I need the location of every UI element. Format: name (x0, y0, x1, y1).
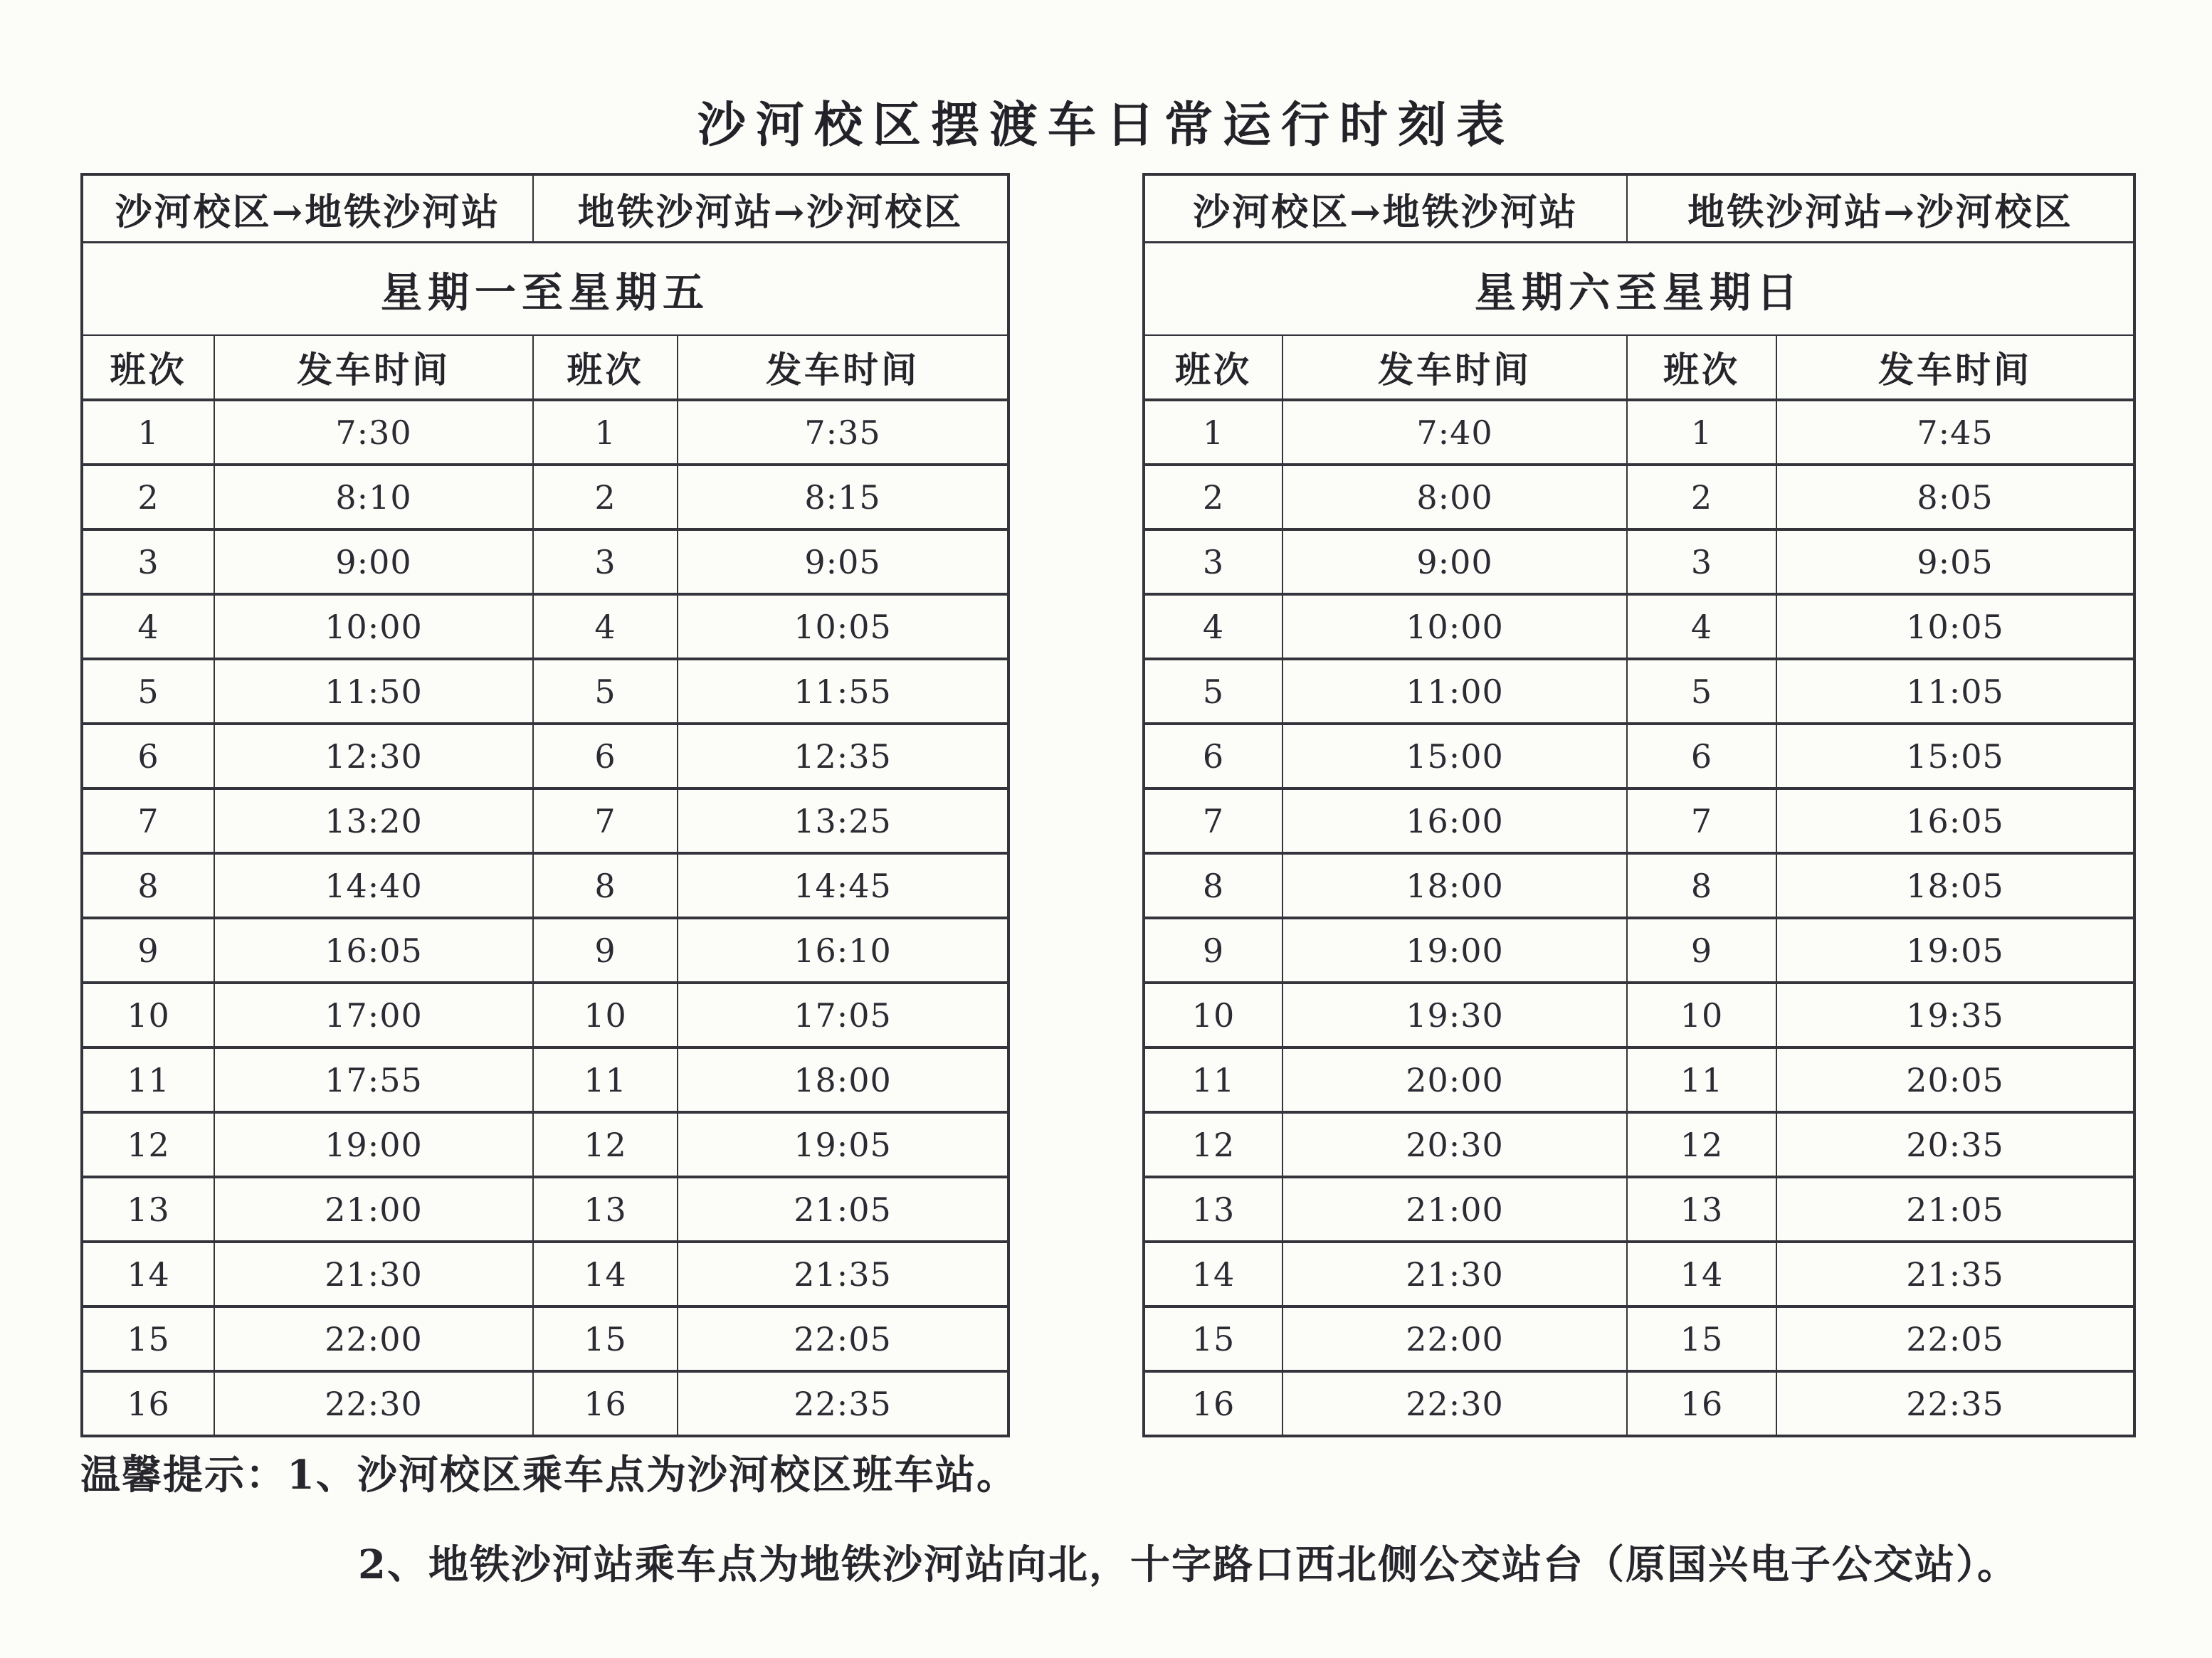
departure-time-cell: 16:10 (678, 918, 1008, 983)
table-row (1144, 1047, 2134, 1112)
trip-number-header: 班次 (1627, 335, 1776, 400)
departure-time-cell: 9:00 (214, 529, 533, 594)
trip-number-cell: 1 (533, 400, 678, 465)
departure-time-cell: 22:35 (1776, 1371, 2134, 1436)
trip-number-cell: 15 (533, 1306, 678, 1371)
departure-time-cell: 19:05 (678, 1112, 1008, 1177)
trip-number-cell: 8 (1627, 853, 1776, 918)
departure-time-cell: 19:05 (1776, 918, 2134, 983)
trip-number-cell: 14 (533, 1242, 678, 1306)
trip-number-cell: 1 (82, 400, 214, 465)
weekend-timetable (1142, 173, 2136, 1437)
trip-number-cell: 3 (533, 529, 678, 594)
trip-number-cell: 14 (82, 1242, 214, 1306)
column-header-row (82, 335, 1008, 400)
departure-time-cell: 21:30 (214, 1242, 533, 1306)
departure-time-cell: 8:15 (678, 465, 1008, 529)
trip-number-header: 班次 (1144, 335, 1283, 400)
trip-number-cell: 5 (1144, 659, 1283, 724)
table-row (82, 400, 1008, 465)
table-row (1144, 1177, 2134, 1242)
trip-number-cell: 7 (533, 788, 678, 853)
departure-time-cell: 11:50 (214, 659, 533, 724)
trip-number-cell: 16 (1144, 1371, 1283, 1436)
table-row (1144, 1112, 2134, 1177)
departure-time-cell: 17:55 (214, 1047, 533, 1112)
trip-number-cell: 14 (1144, 1242, 1283, 1306)
departure-time-cell: 7:45 (1776, 400, 2134, 465)
departure-time-cell: 14:40 (214, 853, 533, 918)
table-row (1144, 724, 2134, 788)
departure-time-cell: 7:30 (214, 400, 533, 465)
departure-time-cell: 21:35 (678, 1242, 1008, 1306)
trip-number-cell: 5 (1627, 659, 1776, 724)
table-row (1144, 594, 2134, 659)
table-row (1144, 1306, 2134, 1371)
note-line-2 (80, 1540, 2159, 1590)
trip-number-cell: 11 (533, 1047, 678, 1112)
trip-number-cell: 9 (1144, 918, 1283, 983)
trip-number-cell: 13 (1627, 1177, 1776, 1242)
table-row (1144, 465, 2134, 529)
note-item-1: 1、沙河校区乘车点为沙河校区班车站。 (287, 1452, 1018, 1499)
departure-time-cell: 8:05 (1776, 465, 2134, 529)
departure-time-cell: 16:00 (1283, 788, 1627, 853)
departure-time-cell: 21:00 (1283, 1177, 1627, 1242)
departure-time-cell: 19:00 (1283, 918, 1627, 983)
departure-time-cell: 13:25 (678, 788, 1008, 853)
trip-number-cell: 8 (533, 853, 678, 918)
departure-time-cell: 7:40 (1283, 400, 1627, 465)
table-row (82, 465, 1008, 529)
trip-number-cell: 13 (533, 1177, 678, 1242)
table-row (82, 1047, 1008, 1112)
direction-metro-to-campus: 地铁沙河站→沙河校区 (533, 174, 1008, 243)
direction-header-row (1144, 174, 2134, 243)
departure-time-cell: 21:00 (214, 1177, 533, 1242)
table-row (82, 1371, 1008, 1436)
departure-time-cell: 22:05 (1776, 1306, 2134, 1371)
trip-number-cell: 10 (533, 983, 678, 1047)
trip-number-cell: 11 (1627, 1047, 1776, 1112)
table-row (82, 724, 1008, 788)
table-row (1144, 853, 2134, 918)
departure-time-cell: 7:35 (678, 400, 1008, 465)
column-header-row (1144, 335, 2134, 400)
trip-number-cell: 9 (82, 918, 214, 983)
trip-number-cell: 10 (1627, 983, 1776, 1047)
trip-number-cell: 16 (82, 1371, 214, 1436)
trip-number-cell: 4 (1144, 594, 1283, 659)
period-header-row (82, 243, 1008, 336)
departure-time-cell: 12:30 (214, 724, 533, 788)
trip-number-cell: 10 (1144, 983, 1283, 1047)
trip-number-cell: 15 (82, 1306, 214, 1371)
departure-time-header: 发车时间 (1776, 335, 2134, 400)
trip-number-cell: 1 (1144, 400, 1283, 465)
departure-time-cell: 18:00 (1283, 853, 1627, 918)
table-row (82, 594, 1008, 659)
table-row (82, 659, 1008, 724)
departure-time-cell: 11:55 (678, 659, 1008, 724)
trip-number-cell: 12 (533, 1112, 678, 1177)
departure-time-cell: 21:05 (678, 1177, 1008, 1242)
departure-time-cell: 22:35 (678, 1371, 1008, 1436)
trip-number-cell: 8 (1144, 853, 1283, 918)
departure-time-cell: 10:05 (1776, 594, 2134, 659)
trip-number-cell: 4 (82, 594, 214, 659)
trip-number-cell: 5 (82, 659, 214, 724)
departure-time-cell: 9:05 (678, 529, 1008, 594)
departure-time-cell: 19:00 (214, 1112, 533, 1177)
trip-number-cell: 12 (82, 1112, 214, 1177)
trip-number-cell: 11 (1144, 1047, 1283, 1112)
departure-time-cell: 20:00 (1283, 1047, 1627, 1112)
departure-time-cell: 19:35 (1776, 983, 2134, 1047)
trip-number-cell: 1 (1627, 400, 1776, 465)
departure-time-cell: 20:35 (1776, 1112, 2134, 1177)
notes (80, 1450, 2159, 1590)
departure-time-cell: 16:05 (214, 918, 533, 983)
trip-number-cell: 3 (1144, 529, 1283, 594)
trip-number-cell: 16 (533, 1371, 678, 1436)
departure-time-cell: 22:00 (214, 1306, 533, 1371)
weekday-table-body (82, 400, 1008, 1436)
departure-time-cell: 18:00 (678, 1047, 1008, 1112)
table-row (1144, 529, 2134, 594)
trip-number-cell: 5 (533, 659, 678, 724)
table-row (82, 1306, 1008, 1371)
period-weekend: 星期六至星期日 (1144, 243, 2134, 336)
direction-metro-to-campus: 地铁沙河站→沙河校区 (1627, 174, 2134, 243)
note-item-2: 2、地铁沙河站乘车点为地铁沙河站向北，十字路口西北侧公交站台（原国兴电子公交站）。 (358, 1541, 2018, 1588)
trip-number-cell: 16 (1627, 1371, 1776, 1436)
trip-number-cell: 9 (533, 918, 678, 983)
trip-number-cell: 6 (1144, 724, 1283, 788)
departure-time-cell: 20:30 (1283, 1112, 1627, 1177)
direction-header-row (82, 174, 1008, 243)
departure-time-cell: 15:05 (1776, 724, 2134, 788)
departure-time-cell: 21:05 (1776, 1177, 2134, 1242)
trip-number-cell: 11 (82, 1047, 214, 1112)
direction-campus-to-metro: 沙河校区→地铁沙河站 (82, 174, 533, 243)
note-line-1 (80, 1450, 2159, 1500)
departure-time-cell: 10:00 (214, 594, 533, 659)
trip-number-cell: 7 (82, 788, 214, 853)
trip-number-cell: 10 (82, 983, 214, 1047)
table-row (82, 853, 1008, 918)
trip-number-cell: 2 (533, 465, 678, 529)
departure-time-cell: 17:00 (214, 983, 533, 1047)
departure-time-cell: 20:05 (1776, 1047, 2134, 1112)
departure-time-header: 发车时间 (214, 335, 533, 400)
trip-number-cell: 13 (1144, 1177, 1283, 1242)
table-row (1144, 659, 2134, 724)
departure-time-cell: 22:00 (1283, 1306, 1627, 1371)
trip-number-cell: 7 (1144, 788, 1283, 853)
table-row (82, 529, 1008, 594)
table-row (82, 788, 1008, 853)
departure-time-cell: 9:05 (1776, 529, 2134, 594)
notes-prefix: 温馨提示： (80, 1452, 287, 1499)
departure-time-cell: 14:45 (678, 853, 1008, 918)
departure-time-cell: 22:30 (1283, 1371, 1627, 1436)
departure-time-cell: 15:00 (1283, 724, 1627, 788)
direction-campus-to-metro: 沙河校区→地铁沙河站 (1144, 174, 1627, 243)
trip-number-cell: 4 (533, 594, 678, 659)
table-row (1144, 1371, 2134, 1436)
table-row (1144, 400, 2134, 465)
departure-time-cell: 18:05 (1776, 853, 2134, 918)
departure-time-cell: 12:35 (678, 724, 1008, 788)
trip-number-cell: 12 (1627, 1112, 1776, 1177)
trip-number-header: 班次 (533, 335, 678, 400)
trip-number-cell: 2 (1627, 465, 1776, 529)
trip-number-cell: 9 (1627, 918, 1776, 983)
trip-number-cell: 3 (82, 529, 214, 594)
trip-number-cell: 6 (82, 724, 214, 788)
departure-time-cell: 10:05 (678, 594, 1008, 659)
departure-time-cell: 9:00 (1283, 529, 1627, 594)
table-row (82, 1242, 1008, 1306)
trip-number-cell: 6 (1627, 724, 1776, 788)
departure-time-cell: 21:30 (1283, 1242, 1627, 1306)
trip-number-cell: 2 (1144, 465, 1283, 529)
trip-number-cell: 4 (1627, 594, 1776, 659)
departure-time-cell: 11:05 (1776, 659, 2134, 724)
table-row (82, 1112, 1008, 1177)
departure-time-cell: 8:10 (214, 465, 533, 529)
trip-number-cell: 12 (1144, 1112, 1283, 1177)
weekday-timetable (80, 173, 1010, 1437)
departure-time-header: 发车时间 (678, 335, 1008, 400)
table-row (82, 983, 1008, 1047)
trip-number-cell: 15 (1144, 1306, 1283, 1371)
table-row (1144, 1242, 2134, 1306)
table-row (82, 918, 1008, 983)
departure-time-cell: 10:00 (1283, 594, 1627, 659)
departure-time-cell: 17:05 (678, 983, 1008, 1047)
trip-number-cell: 15 (1627, 1306, 1776, 1371)
trip-number-cell: 13 (82, 1177, 214, 1242)
departure-time-header: 发车时间 (1283, 335, 1627, 400)
table-row (82, 1177, 1008, 1242)
trip-number-cell: 8 (82, 853, 214, 918)
table-row (1144, 918, 2134, 983)
trip-number-header: 班次 (82, 335, 214, 400)
trip-number-cell: 6 (533, 724, 678, 788)
trip-number-cell: 7 (1627, 788, 1776, 853)
weekend-table-body (1144, 400, 2134, 1436)
table-row (1144, 983, 2134, 1047)
trip-number-cell: 14 (1627, 1242, 1776, 1306)
period-header-row (1144, 243, 2134, 336)
trip-number-cell: 2 (82, 465, 214, 529)
departure-time-cell: 22:30 (214, 1371, 533, 1436)
table-row (1144, 788, 2134, 853)
departure-time-cell: 19:30 (1283, 983, 1627, 1047)
departure-time-cell: 13:20 (214, 788, 533, 853)
page-title: 沙河校区摆渡车日常运行时刻表 (697, 97, 1515, 154)
departure-time-cell: 21:35 (1776, 1242, 2134, 1306)
departure-time-cell: 8:00 (1283, 465, 1627, 529)
departure-time-cell: 11:00 (1283, 659, 1627, 724)
departure-time-cell: 16:05 (1776, 788, 2134, 853)
trip-number-cell: 3 (1627, 529, 1776, 594)
departure-time-cell: 22:05 (678, 1306, 1008, 1371)
period-weekday: 星期一至星期五 (82, 243, 1008, 336)
